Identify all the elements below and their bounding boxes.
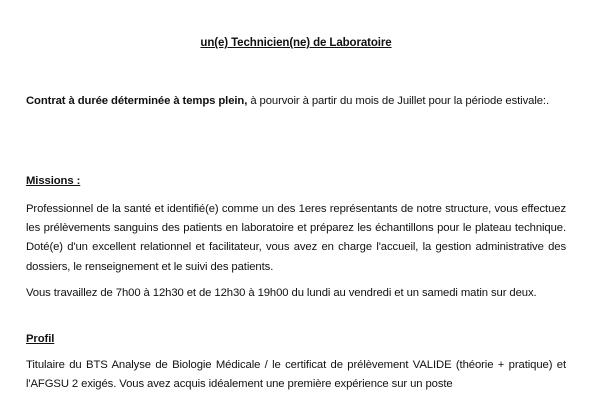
contract-paragraph — [26, 92, 566, 111]
contract-type: Contrat à durée déterminée à temps plein, — [26, 95, 248, 107]
profil-paragraph: Titulaire du BTS Analyse de Biologie Médicale / le certificat de prélèvement VALIDE (théorie + pratique) et l'AFGSU 2 exigés. Vous avez acquis idéalement une première expérience sur un poste — [26, 359, 566, 391]
profil-heading: Profil — [26, 333, 55, 345]
contract-details: à pourvoir à partir du mois de Juillet pour la période estivale:. — [247, 95, 549, 107]
missions-paragraph: Professionnel de la santé et identifié(e) comme un des 1eres représentants de notre structure, vous effectuez les prélèvements sanguins des patients en laboratoire et préparez les échantillons pour le plateau technique. Doté(e) d'un excellent relationnel et facilitateur, vous avez en charge l'accueil, la gestion administrative des dossiers, le renseignement et le suivi des patients. — [26, 203, 566, 273]
document-title: un(e) Technicien(ne) de Laboratoire — [200, 37, 392, 49]
missions-heading: Missions : — [26, 175, 81, 187]
working-hours-paragraph: Vous travaillez de 7h00 à 12h30 et de 12h30 à 19h00 du lundi au vendredi et un samedi matin sur deux. — [26, 287, 537, 299]
